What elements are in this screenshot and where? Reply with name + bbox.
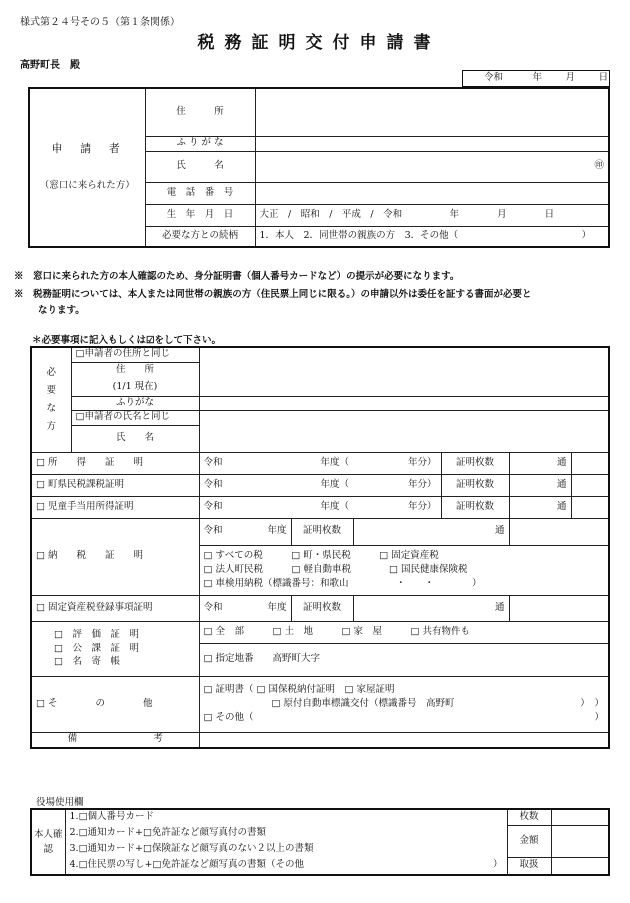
form-number: 様式第２４号その５（第１条関係） xyxy=(20,17,180,28)
needed-label-cell xyxy=(31,347,71,452)
other-line-1[interactable]: □ 証明書（ □ 国保税納付証明 □ 家屋証明 xyxy=(203,684,395,696)
cert-count-field[interactable]: 通 xyxy=(509,496,571,518)
phone-label: 電 話 番 号 xyxy=(145,182,255,204)
kotei-count-field[interactable]: 通 xyxy=(353,595,509,621)
cert-count-field[interactable]: 通 xyxy=(509,474,571,496)
office-amount-field[interactable] xyxy=(551,825,609,857)
remarks-field[interactable] xyxy=(199,732,609,748)
birth-field[interactable]: 大正 / 昭和 / 平成 / 令和 年 月 日 xyxy=(255,204,609,226)
kotei-sub-3[interactable]: □ 名 寄 帳 xyxy=(54,656,120,668)
applicant-sublabel: （窓口に来られた方） xyxy=(39,180,135,192)
needed-label-2: 要 xyxy=(46,384,56,396)
address-field[interactable] xyxy=(255,88,609,136)
other-line-2[interactable]: □ 原付自動車標識交付（標識番号 高野町 xyxy=(271,698,455,710)
date-day[interactable]: 日 xyxy=(598,72,609,84)
cert-era: 令和 xyxy=(199,452,257,474)
needed-name-label: 氏 名 xyxy=(71,425,199,452)
office-item-4[interactable]: 4.□住民票の写し+□免許証など顔写真の書類（その他 xyxy=(69,859,304,871)
nozei-cert-checkbox[interactable]: □ 納 税 証 明 xyxy=(31,518,199,595)
office-item-3[interactable]: 3.□通知カード+□保険証など顔写真のない２以上の書類 xyxy=(65,841,507,857)
cert-extra xyxy=(571,496,609,518)
kotei-sub-2[interactable]: □ 公 課 証 明 xyxy=(54,642,139,654)
name-label: 氏 名 xyxy=(145,151,255,182)
page-title: 税 務 証 明 交 付 申 請 書 xyxy=(197,33,433,53)
kotei-cert-checkbox[interactable]: □ 固定資産税登録事項証明 xyxy=(31,595,199,621)
nozei-extra xyxy=(509,518,609,545)
nozei-era: 令和 xyxy=(199,518,257,545)
cert-bun[interactable]: 年分） xyxy=(353,474,441,496)
needed-label-3: な xyxy=(46,402,56,414)
kotei-nendo[interactable]: 年度 xyxy=(257,595,291,621)
office-count-field[interactable] xyxy=(551,809,609,825)
note-1: ※ 窓口に来られた方の本人確認のため、身分証明書（個人番号カードなど）の提示が必要になります。 xyxy=(14,271,460,282)
cert-nendo[interactable]: 年度（ xyxy=(257,496,353,518)
remarks-label: 備 考 xyxy=(31,732,199,748)
other-options[interactable] xyxy=(199,676,609,732)
nozei-options[interactable] xyxy=(199,545,609,595)
seal-mark: ㊞ xyxy=(594,160,604,172)
kotei-sub-1[interactable]: □ 評 価 証 明 xyxy=(54,628,139,640)
cert-bun[interactable]: 年分） xyxy=(353,496,441,518)
cert-era: 令和 xyxy=(199,474,257,496)
cert-extra xyxy=(571,452,609,474)
needed-label-4: 方 xyxy=(46,420,56,432)
kotei-count-label: 証明枚数 xyxy=(291,595,353,621)
date-month[interactable]: 月 xyxy=(565,72,576,84)
office-use-title: 役場使用欄 xyxy=(36,797,84,808)
tax-cert-checkbox[interactable]: □ 町県民税課税証明 xyxy=(31,474,199,496)
cert-era: 令和 xyxy=(199,496,257,518)
date-year[interactable]: 年 xyxy=(532,72,543,84)
date-box xyxy=(462,70,610,87)
needed-address-date: (1/1 現在) xyxy=(71,379,199,396)
nozei-line-1[interactable]: □ すべての税 □ 町・県民税 □ 固定資産税 xyxy=(203,550,439,562)
instruction: ＊必要事項に記入もしくは☑をして下さい。 xyxy=(32,335,222,346)
cert-count-label: 証明枚数 xyxy=(441,474,509,496)
office-amount-label: 金額 xyxy=(507,825,551,857)
other-line-3[interactable]: □ その他（ xyxy=(203,711,254,723)
applicant-label-cell xyxy=(29,88,145,247)
phone-field[interactable] xyxy=(255,182,609,204)
identity-label: 本人確認 xyxy=(31,809,65,875)
cert-count-label: 証明枚数 xyxy=(441,496,509,518)
needed-label-1: 必 xyxy=(46,366,56,378)
nozei-count-label: 証明枚数 xyxy=(291,518,353,545)
nozei-nendo[interactable]: 年度 xyxy=(257,518,291,545)
office-item-4-end: ） xyxy=(492,859,503,871)
nozei-line-2[interactable]: □ 法人町民税 □ 軽自動車税 □ 国民健康保険税 xyxy=(203,564,468,576)
cert-count-field[interactable]: 通 xyxy=(509,452,571,474)
nozei-line-3[interactable]: □ 車検用納税（標識番号：和歌山 ・ ・ ） xyxy=(203,577,482,589)
kotei-line-2[interactable]: □ 指定地番 高野町大字 xyxy=(199,643,609,676)
relation-label: 必要な方との続柄 xyxy=(145,226,255,247)
needed-address-label: 住 所 xyxy=(71,362,199,379)
kotei-line-1[interactable]: □ 全 部 □ 土 地 □ 家 屋 □ 共有物件も xyxy=(199,621,609,643)
date-era: 令和 xyxy=(483,72,503,84)
needed-address-field[interactable] xyxy=(199,347,609,396)
other-line-2-end: ） ） xyxy=(580,698,604,710)
addressee: 高野町長 殿 xyxy=(20,60,80,71)
office-count-label: 枚数 xyxy=(507,809,551,825)
applicant-table xyxy=(28,87,610,248)
needed-furigana-label: ふりがな xyxy=(71,396,199,410)
name-field[interactable] xyxy=(255,151,609,182)
office-item-2[interactable]: 2.□通知カード+□免許証など顔写真付の書類 xyxy=(65,825,507,841)
cert-nendo[interactable]: 年度（ xyxy=(257,452,353,474)
note-3: なります。 xyxy=(38,305,85,316)
same-name-checkbox[interactable]: □申請者の氏名と同じ xyxy=(71,410,199,425)
cert-bun[interactable]: 年分） xyxy=(353,452,441,474)
birth-label: 生 年 月 日 xyxy=(145,204,255,226)
applicant-label: 申 請 者 xyxy=(51,141,123,155)
nozei-count-field[interactable]: 通 xyxy=(353,518,509,545)
request-table xyxy=(30,346,610,749)
office-use-table xyxy=(30,808,610,876)
furigana-label: ふ り が な xyxy=(145,136,255,151)
other-line-3-end: ） xyxy=(594,711,604,723)
kotei-extra xyxy=(509,595,609,621)
needed-name-field[interactable] xyxy=(199,410,609,452)
cert-count-label: 証明枚数 xyxy=(441,452,509,474)
income-cert-checkbox[interactable]: □ 所 得 証 明 xyxy=(31,452,199,474)
furigana-field[interactable] xyxy=(255,136,609,151)
other-checkbox[interactable]: □ そ の 他 xyxy=(31,676,199,732)
note-2: ※ 税務証明については、本人または同世帯の親族の方（住民票上同じに限る。）の申請以外は委任を証する書面が必要と xyxy=(14,289,532,300)
kotei-sub-options[interactable] xyxy=(31,621,199,676)
office-item-4-cell[interactable] xyxy=(65,857,507,875)
office-handler-field[interactable] xyxy=(551,857,609,875)
child-cert-checkbox[interactable]: □ 児童手当用所得証明 xyxy=(31,496,199,518)
cert-nendo[interactable]: 年度（ xyxy=(257,474,353,496)
needed-furigana-field[interactable] xyxy=(199,396,609,410)
kotei-era: 令和 xyxy=(199,595,257,621)
cert-extra xyxy=(571,474,609,496)
address-label: 住 所 xyxy=(145,88,255,136)
relation-field[interactable]: 1．本人 2．同世帯の親族の方 3．その他（ ） xyxy=(255,226,609,247)
same-address-checkbox[interactable]: □申請者の住所と同じ xyxy=(71,347,199,362)
office-item-1[interactable]: 1.□個人番号カード xyxy=(65,809,507,825)
office-handler-label: 取扱 xyxy=(507,857,551,875)
